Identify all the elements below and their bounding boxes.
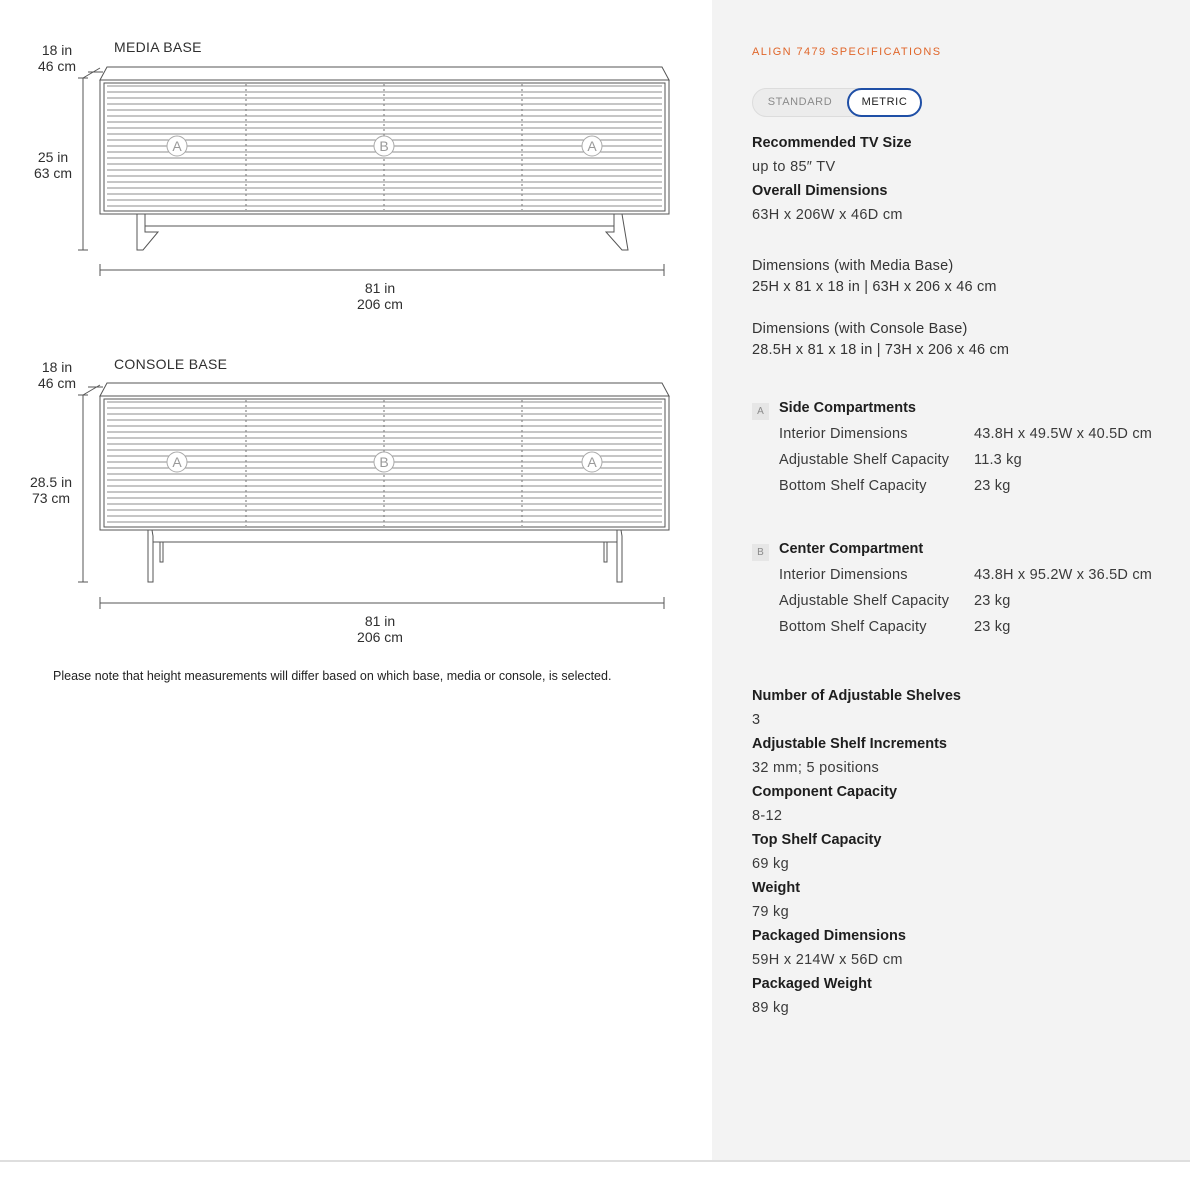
media-dims-value: 25H x 81 x 18 in | 63H x 206 x 46 cm: [752, 279, 997, 295]
media-depth-cm: 46 cm: [37, 58, 77, 74]
spec-title: ALIGN 7479 SPECIFICATIONS: [752, 46, 942, 58]
spec-value: 63H x 206W x 46D cm: [752, 207, 903, 223]
row-value: 23 kg: [974, 593, 1011, 609]
spec-value: 8-12: [752, 808, 783, 824]
console-label-a-left: A: [172, 454, 182, 470]
spec-label: Top Shelf Capacity: [752, 832, 882, 848]
console-depth-cm: 46 cm: [37, 375, 77, 391]
media-label-a-left: A: [172, 138, 182, 154]
console-width-cm: 206 cm: [357, 629, 403, 645]
spec-recommended-tv: [752, 131, 912, 227]
compartment-letter-badge: B: [752, 544, 769, 561]
row-value: 43.8H x 95.2W x 36.5D cm: [974, 567, 1153, 583]
compartment-b: [752, 541, 1182, 641]
spec-value: 32 mm; 5 positions: [752, 760, 880, 776]
media-label-b: B: [379, 138, 389, 154]
media-label-a-right: A: [587, 138, 597, 154]
spec-label: Recommended TV Size: [752, 135, 912, 151]
spec-value: 79 kg: [752, 904, 789, 920]
console-base-title: CONSOLE BASE: [114, 356, 228, 372]
row-key: Interior Dimensions: [779, 426, 908, 442]
unit-toggle: [752, 88, 922, 117]
page-divider: [0, 1160, 1190, 1162]
console-depth-in: 18 in: [41, 359, 73, 375]
spec-label: Weight: [752, 880, 801, 896]
spec-general-list: [752, 684, 961, 1020]
console-label-b: B: [379, 454, 389, 470]
console-dimensions-block: [752, 319, 1009, 361]
row-value: 23 kg: [974, 478, 1011, 494]
metric-toggle-button[interactable]: METRIC: [847, 88, 922, 117]
spec-label: Packaged Dimensions: [752, 928, 906, 944]
console-base-drawing: [0, 340, 712, 660]
row-value: 43.8H x 49.5W x 40.5D cm: [974, 426, 1153, 442]
row-value: 23 kg: [974, 619, 1011, 635]
row-key: Adjustable Shelf Capacity: [779, 593, 950, 609]
spec-value: 89 kg: [752, 1000, 789, 1016]
console-width-in: 81 in: [364, 613, 396, 629]
compartment-title: Center Compartment: [779, 541, 924, 557]
compartment-a: [752, 400, 1182, 500]
spec-value: 59H x 214W x 56D cm: [752, 952, 903, 968]
row-key: Bottom Shelf Capacity: [779, 619, 927, 635]
console-base-diagram: [0, 340, 712, 660]
spec-label: Number of Adjustable Shelves: [752, 688, 961, 704]
spec-label: Packaged Weight: [752, 976, 872, 992]
row-key: Adjustable Shelf Capacity: [779, 452, 950, 468]
media-width-cm: 206 cm: [357, 296, 403, 312]
compartment-letter-badge: A: [752, 403, 769, 420]
media-base-diagram: [0, 0, 712, 330]
specifications-panel: [712, 0, 1190, 1160]
standard-toggle-button[interactable]: STANDARD: [767, 96, 833, 108]
media-width-in: 81 in: [364, 280, 396, 296]
row-key: Bottom Shelf Capacity: [779, 478, 927, 494]
media-height-in: 25 in: [37, 149, 69, 165]
spec-label: Overall Dimensions: [752, 183, 888, 199]
compartment-title: Side Compartments: [779, 400, 916, 416]
console-height-cm: 73 cm: [31, 490, 71, 506]
console-height-in: 28.5 in: [29, 474, 73, 490]
media-depth-in: 18 in: [41, 42, 73, 58]
media-dimensions-block: [752, 256, 997, 298]
height-note: Please note that height measurements will differ based on which base, media or console, is selected.: [53, 669, 612, 683]
row-value: 11.3 kg: [974, 452, 1022, 468]
spec-label: Adjustable Shelf Increments: [752, 736, 947, 752]
spec-value: 69 kg: [752, 856, 789, 872]
spec-label: Component Capacity: [752, 784, 898, 800]
console-label-a-right: A: [587, 454, 597, 470]
media-dims-label: Dimensions (with Media Base): [752, 258, 954, 274]
spec-value: up to 85″ TV: [752, 159, 836, 175]
row-key: Interior Dimensions: [779, 567, 908, 583]
console-dims-value: 28.5H x 81 x 18 in | 73H x 206 x 46 cm: [752, 342, 1010, 358]
media-height-cm: 63 cm: [33, 165, 73, 181]
console-dims-label: Dimensions (with Console Base): [752, 321, 968, 337]
media-base-title: MEDIA BASE: [114, 39, 202, 55]
spec-value: 3: [752, 712, 761, 728]
